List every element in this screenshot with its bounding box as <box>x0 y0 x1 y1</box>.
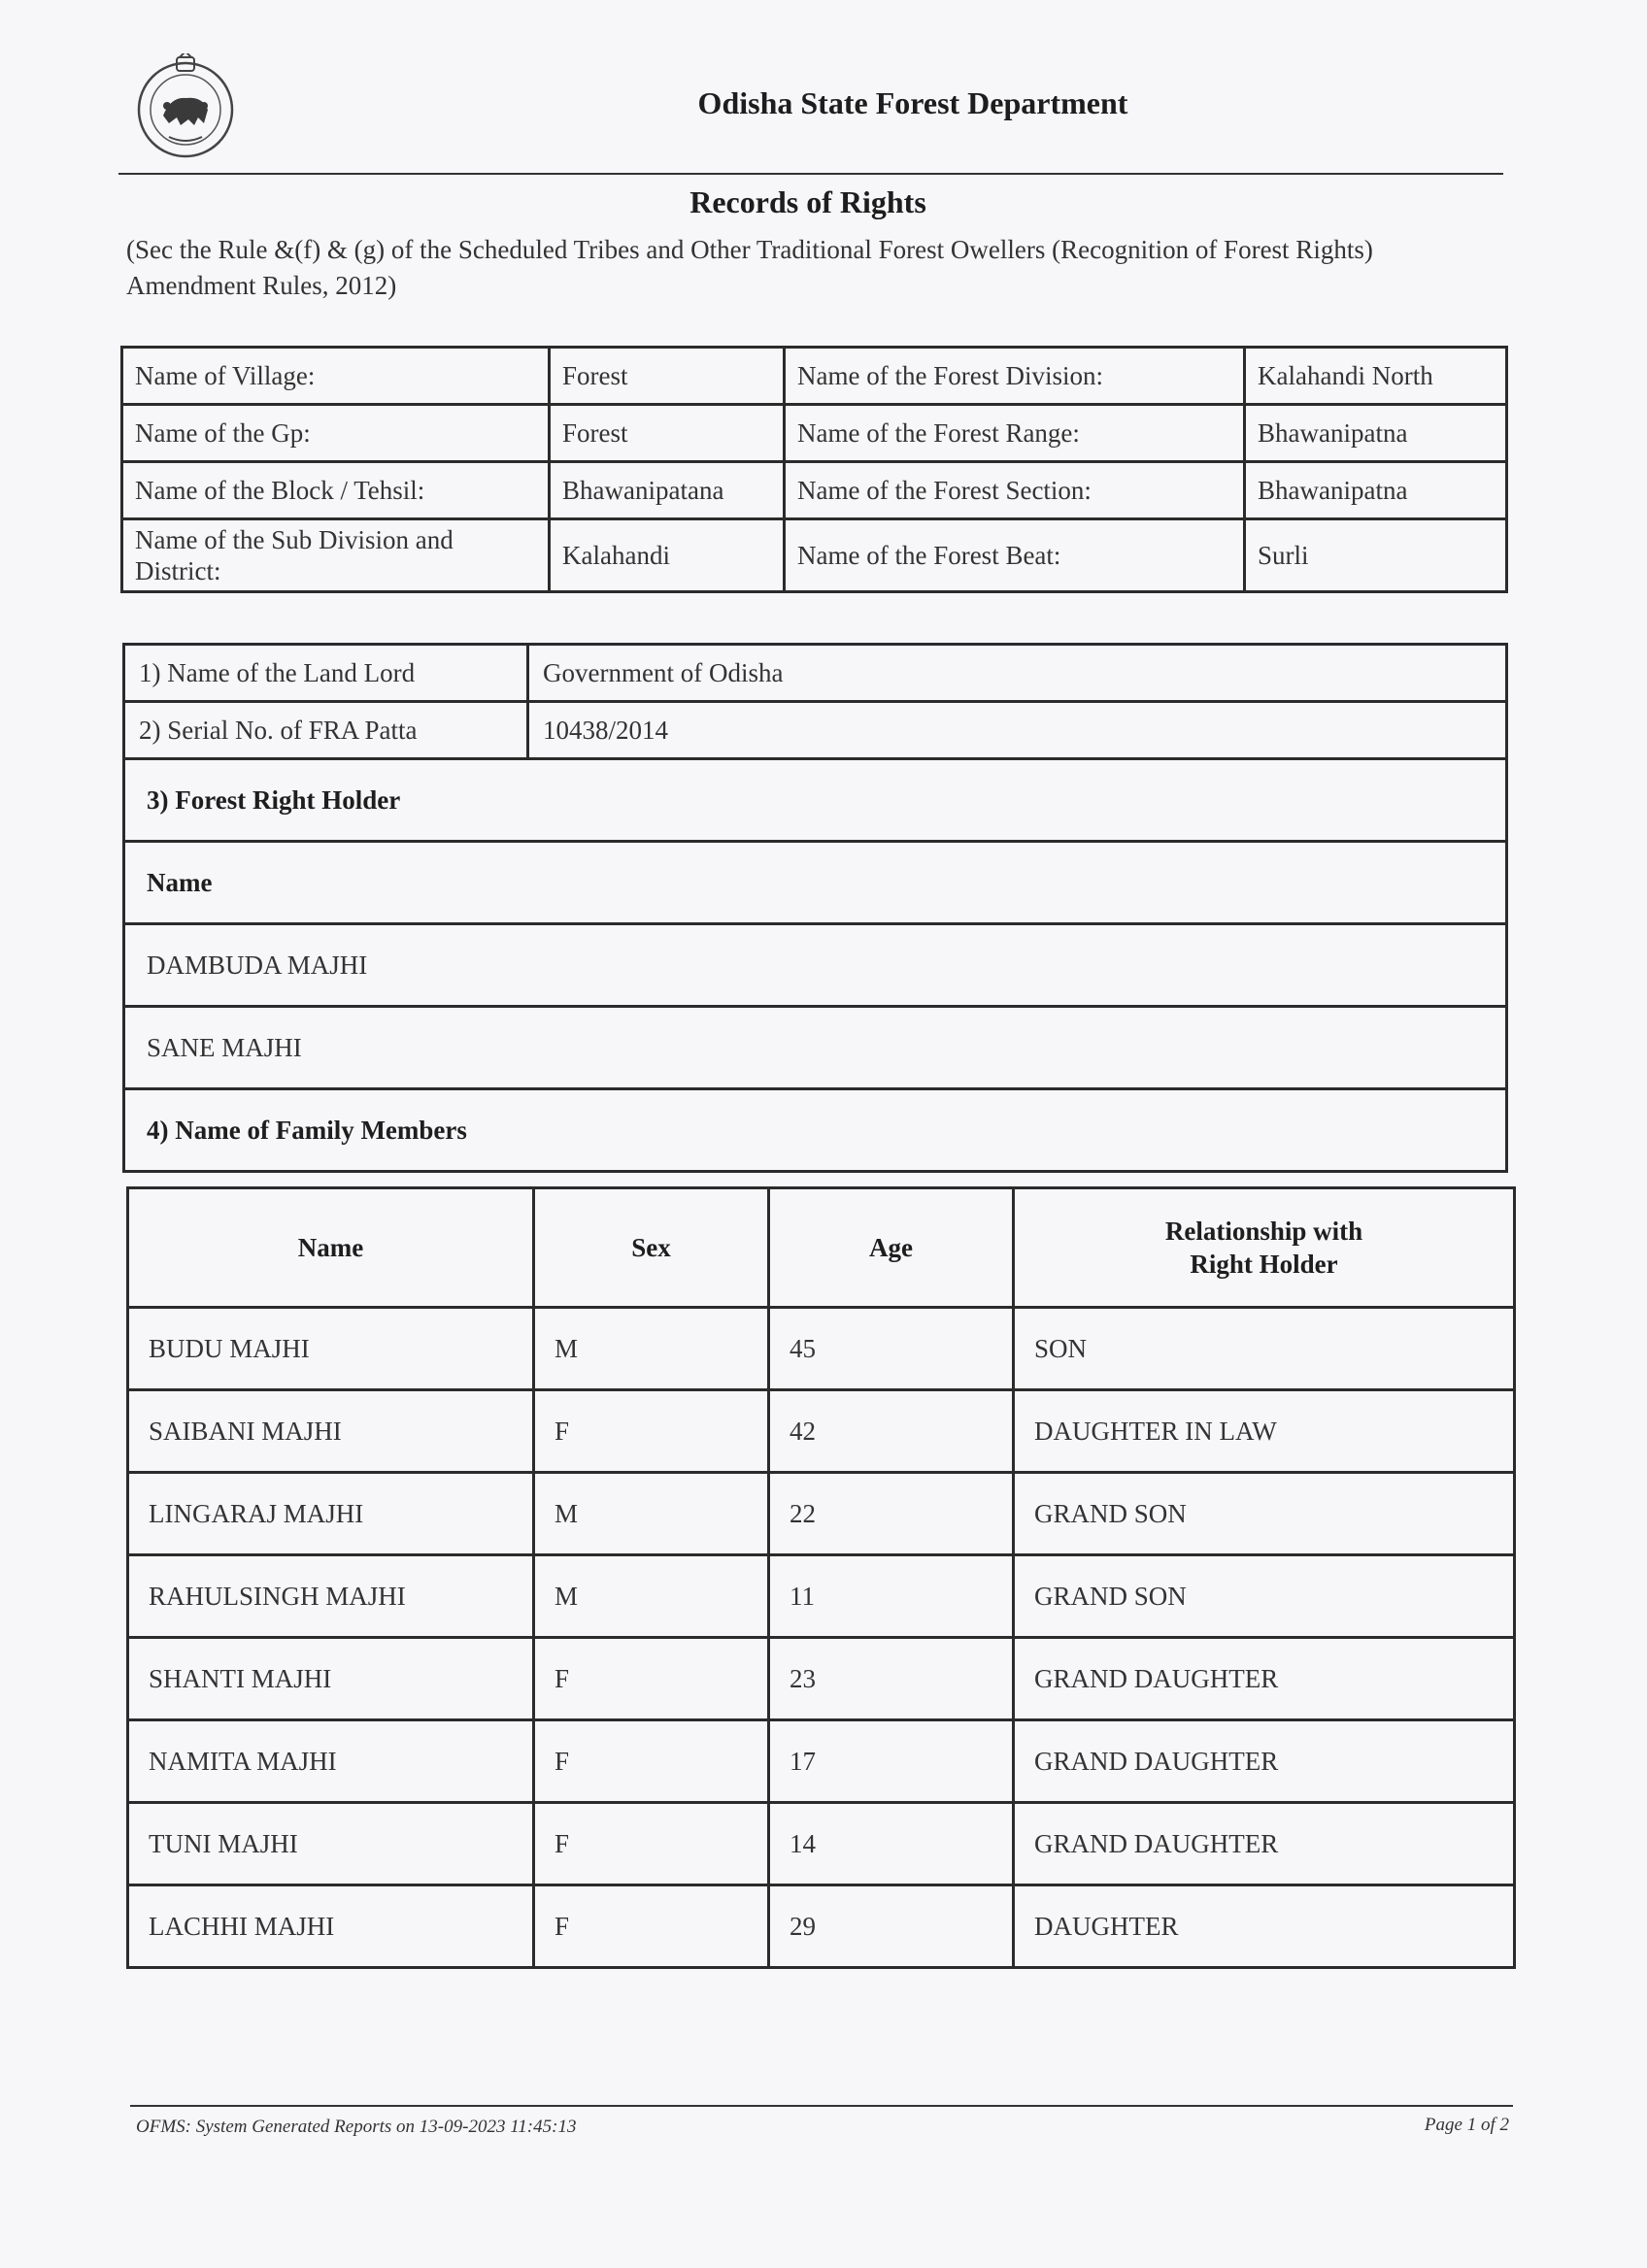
forest-range-value: Bhawanipatna <box>1245 405 1507 462</box>
member-sex: F <box>534 1720 769 1803</box>
location-table <box>120 346 1508 593</box>
member-age: 45 <box>769 1308 1014 1390</box>
relationship-column-header <box>1014 1188 1515 1308</box>
forest-section-label: Name of the Forest Section: <box>785 462 1245 519</box>
member-relationship: DAUGHTER <box>1014 1885 1515 1968</box>
member-name: SHANTI MAJHI <box>128 1638 534 1720</box>
block-value: Bhawanipatana <box>550 462 785 519</box>
member-sex: M <box>534 1308 769 1390</box>
serial-value: 10438/2014 <box>528 702 1507 759</box>
member-relationship: DAUGHTER IN LAW <box>1014 1390 1515 1473</box>
member-sex: M <box>534 1473 769 1555</box>
member-sex: F <box>534 1390 769 1473</box>
family-member-row <box>128 1555 1515 1638</box>
rights-table <box>122 643 1508 1173</box>
holder-name: DAMBUDA MAJHI <box>124 924 1507 1007</box>
forest-section-value: Bhawanipatna <box>1245 462 1507 519</box>
member-age: 11 <box>769 1555 1014 1638</box>
member-relationship: SON <box>1014 1308 1515 1390</box>
location-row <box>122 462 1507 519</box>
member-relationship: GRAND DAUGHTER <box>1014 1803 1515 1885</box>
member-name: SAIBANI MAJHI <box>128 1390 534 1473</box>
member-relationship: GRAND SON <box>1014 1473 1515 1555</box>
block-label: Name of the Block / Tehsil: <box>122 462 550 519</box>
family-section-row <box>124 1089 1507 1172</box>
member-name: TUNI MAJHI <box>128 1803 534 1885</box>
member-age: 14 <box>769 1803 1014 1885</box>
member-age: 29 <box>769 1885 1014 1968</box>
family-header-row <box>128 1188 1515 1308</box>
member-name: LACHHI MAJHI <box>128 1885 534 1968</box>
forest-division-label: Name of the Forest Division: <box>785 348 1245 405</box>
member-relationship: GRAND DAUGHTER <box>1014 1720 1515 1803</box>
family-section-heading: 4) Name of Family Members <box>124 1089 1507 1172</box>
sub-division-value: Kalahandi <box>550 519 785 592</box>
location-row <box>122 519 1507 592</box>
family-member-row <box>128 1390 1515 1473</box>
holder-name-header-row <box>124 842 1507 924</box>
land-lord-value: Government of Odisha <box>528 645 1507 702</box>
member-relationship: GRAND DAUGHTER <box>1014 1638 1515 1720</box>
holder-name-header: Name <box>124 842 1507 924</box>
sub-division-label: Name of the Sub Division and District: <box>122 519 550 592</box>
rule-reference: (Sec the Rule &(f) & (g) of the Scheduled Tribes and Other Traditional Forest Owellers (Recognition of Forest Rights) Amendment Rules, 2012) <box>126 235 1373 300</box>
location-row <box>122 348 1507 405</box>
family-member-row <box>128 1885 1515 1968</box>
member-name: BUDU MAJHI <box>128 1308 534 1390</box>
gp-value: Forest <box>550 405 785 462</box>
member-relationship: GRAND SON <box>1014 1555 1515 1638</box>
serial-label: 2) Serial No. of FRA Patta <box>124 702 528 759</box>
footer-divider <box>130 2105 1513 2107</box>
department-title: Odisha State Forest Department <box>697 85 1128 120</box>
forest-beat-value: Surli <box>1245 519 1507 592</box>
forest-range-label: Name of the Forest Range: <box>785 405 1245 462</box>
document-title: Records of Rights <box>689 184 926 219</box>
land-lord-row <box>124 645 1507 702</box>
header-divider <box>118 173 1503 175</box>
family-member-row <box>128 1638 1515 1720</box>
holder-section-row <box>124 759 1507 842</box>
holder-name: SANE MAJHI <box>124 1007 1507 1089</box>
land-lord-label: 1) Name of the Land Lord <box>124 645 528 702</box>
member-age: 42 <box>769 1390 1014 1473</box>
page-number: Page 1 of 2 <box>1424 2115 1509 2135</box>
serial-row <box>124 702 1507 759</box>
family-member-row <box>128 1473 1515 1555</box>
sex-column-header: Sex <box>534 1188 769 1308</box>
member-age: 17 <box>769 1720 1014 1803</box>
generated-timestamp: OFMS: System Generated Reports on 13-09-2023 11:45:13 <box>136 2117 577 2137</box>
village-value: Forest <box>550 348 785 405</box>
location-row <box>122 405 1507 462</box>
forest-beat-label: Name of the Forest Beat: <box>785 519 1245 592</box>
member-sex: F <box>534 1803 769 1885</box>
relationship-header-line1: Relationship with <box>1164 1217 1363 1246</box>
family-members-table <box>126 1186 1516 1969</box>
relationship-header-line2: Right Holder <box>1190 1250 1338 1279</box>
family-member-row <box>128 1803 1515 1885</box>
gp-label: Name of the Gp: <box>122 405 550 462</box>
holder-row <box>124 924 1507 1007</box>
age-column-header: Age <box>769 1188 1014 1308</box>
member-name: LINGARAJ MAJHI <box>128 1473 534 1555</box>
holder-row <box>124 1007 1507 1089</box>
holder-section-heading: 3) Forest Right Holder <box>124 759 1507 842</box>
member-sex: M <box>534 1555 769 1638</box>
member-name: NAMITA MAJHI <box>128 1720 534 1803</box>
member-name: RAHULSINGH MAJHI <box>128 1555 534 1638</box>
member-age: 23 <box>769 1638 1014 1720</box>
member-age: 22 <box>769 1473 1014 1555</box>
village-label: Name of Village: <box>122 348 550 405</box>
family-member-row <box>128 1720 1515 1803</box>
name-column-header: Name <box>128 1188 534 1308</box>
member-sex: F <box>534 1638 769 1720</box>
forest-division-value: Kalahandi North <box>1245 348 1507 405</box>
family-member-row <box>128 1308 1515 1390</box>
member-sex: F <box>534 1885 769 1968</box>
